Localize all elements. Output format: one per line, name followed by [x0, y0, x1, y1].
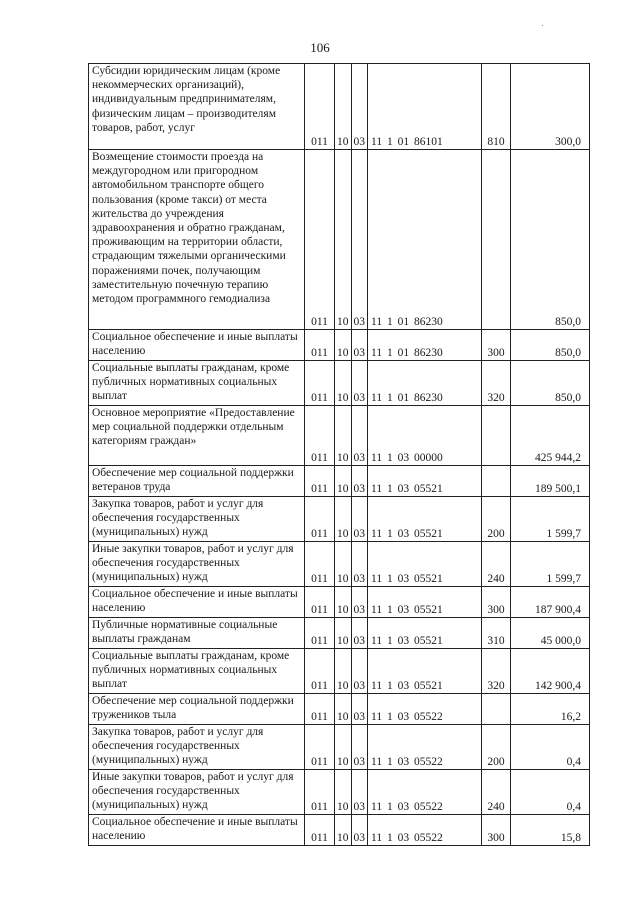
target-article-code: 11 1 03 05521	[368, 466, 482, 497]
section-code: 10	[335, 406, 352, 466]
table-row	[89, 618, 590, 649]
corner-mark: ·	[541, 21, 545, 32]
ministry-code: 011	[305, 466, 335, 497]
section-code: 10	[335, 770, 352, 815]
amount: 189 500,1	[511, 466, 590, 497]
ministry-code: 011	[305, 649, 335, 694]
target-article-code: 11 1 03 05521	[368, 587, 482, 618]
table-row	[89, 497, 590, 542]
section-code: 10	[335, 64, 352, 150]
subsection-code: 03	[351, 361, 368, 406]
row-name: Закупка товаров, работ и услуг для обеспечения государственных (муниципальных) нужд	[89, 725, 305, 770]
amount: 16,2	[511, 694, 590, 725]
amount: 15,8	[511, 815, 590, 846]
table-row	[89, 361, 590, 406]
table-row	[89, 770, 590, 815]
amount: 300,0	[511, 64, 590, 150]
subsection-code: 03	[351, 406, 368, 466]
section-code: 10	[335, 694, 352, 725]
row-name: Социальные выплаты гражданам, кроме публичных нормативных социальных выплат	[89, 361, 305, 406]
expense-type-code: 200	[482, 725, 511, 770]
ministry-code: 011	[305, 618, 335, 649]
expense-type-code: 810	[482, 64, 511, 150]
row-name: Возмещение стоимости проезда на междугородном или пригородном автомобильном транспорте общего пользования (кроме такси) от места жительства до учреждения здравоохранения и обратно гражданам, проживающим на территории области, страдающим тяжелыми органическими поражениями почек, получающим заместительную почечную терапию методом программного гемодиализа	[89, 150, 305, 330]
target-article-code: 11 1 03 05522	[368, 815, 482, 846]
subsection-code: 03	[351, 815, 368, 846]
ministry-code: 011	[305, 694, 335, 725]
section-code: 10	[335, 725, 352, 770]
expense-type-code	[482, 694, 511, 725]
page-number: 106	[310, 40, 330, 55]
row-name: Иные закупки товаров, работ и услуг для обеспечения государственных (муниципальных) нужд	[89, 770, 305, 815]
amount: 1 599,7	[511, 497, 590, 542]
amount: 425 944,2	[511, 406, 590, 466]
section-code: 10	[335, 587, 352, 618]
row-name: Социальное обеспечение и иные выплаты населению	[89, 330, 305, 361]
row-name: Обеспечение мер социальной поддержки ветеранов труда	[89, 466, 305, 497]
expense-type-code: 300	[482, 330, 511, 361]
amount: 45 000,0	[511, 618, 590, 649]
section-code: 10	[335, 361, 352, 406]
section-code: 10	[335, 542, 352, 587]
subsection-code: 03	[351, 649, 368, 694]
expense-type-code: 240	[482, 542, 511, 587]
table-row	[89, 150, 590, 330]
target-article-code: 11 1 01 86230	[368, 150, 482, 330]
amount: 187 900,4	[511, 587, 590, 618]
expense-type-code	[482, 406, 511, 466]
table-row	[89, 64, 590, 150]
expense-type-code: 320	[482, 361, 511, 406]
ministry-code: 011	[305, 542, 335, 587]
table-row	[89, 694, 590, 725]
ministry-code: 011	[305, 330, 335, 361]
target-article-code: 11 1 03 05522	[368, 770, 482, 815]
ministry-code: 011	[305, 406, 335, 466]
subsection-code: 03	[351, 587, 368, 618]
subsection-code: 03	[351, 150, 368, 330]
row-name: Субсидии юридическим лицам (кроме некоммерческих организаций), индивидуальным предпринимателям, физическим лицам – производителям товаров, работ, услуг	[89, 64, 305, 150]
expense-type-code	[482, 150, 511, 330]
row-name: Обеспечение мер социальной поддержки тружеников тыла	[89, 694, 305, 725]
expense-type-code: 240	[482, 770, 511, 815]
expense-type-code: 300	[482, 587, 511, 618]
amount: 0,4	[511, 725, 590, 770]
row-name: Публичные нормативные социальные выплаты гражданам	[89, 618, 305, 649]
ministry-code: 011	[305, 361, 335, 406]
table-row	[89, 725, 590, 770]
expense-type-code: 200	[482, 497, 511, 542]
table-row	[89, 587, 590, 618]
target-article-code: 11 1 03 05522	[368, 694, 482, 725]
subsection-code: 03	[351, 770, 368, 815]
table-row	[89, 815, 590, 846]
amount: 1 599,7	[511, 542, 590, 587]
table-row	[89, 466, 590, 497]
target-article-code: 11 1 01 86101	[368, 64, 482, 150]
target-article-code: 11 1 03 05521	[368, 497, 482, 542]
ministry-code: 011	[305, 725, 335, 770]
section-code: 10	[335, 330, 352, 361]
expense-type-code: 320	[482, 649, 511, 694]
subsection-code: 03	[351, 618, 368, 649]
target-article-code: 11 1 03 00000	[368, 406, 482, 466]
subsection-code: 03	[351, 542, 368, 587]
row-name: Иные закупки товаров, работ и услуг для обеспечения государственных (муниципальных) нужд	[89, 542, 305, 587]
section-code: 10	[335, 815, 352, 846]
table-row	[89, 542, 590, 587]
ministry-code: 011	[305, 64, 335, 150]
section-code: 10	[335, 618, 352, 649]
amount: 850,0	[511, 361, 590, 406]
row-name: Основное мероприятие «Предоставление мер социальной поддержки отдельным категориям граждан»	[89, 406, 305, 466]
target-article-code: 11 1 03 05521	[368, 649, 482, 694]
subsection-code: 03	[351, 64, 368, 150]
row-name: Социальное обеспечение и иные выплаты населению	[89, 815, 305, 846]
target-article-code: 11 1 03 05521	[368, 542, 482, 587]
target-article-code: 11 1 03 05522	[368, 725, 482, 770]
ministry-code: 011	[305, 770, 335, 815]
target-article-code: 11 1 03 05521	[368, 618, 482, 649]
amount: 850,0	[511, 330, 590, 361]
amount: 850,0	[511, 150, 590, 330]
section-code: 10	[335, 150, 352, 330]
subsection-code: 03	[351, 497, 368, 542]
target-article-code: 11 1 01 86230	[368, 361, 482, 406]
section-code: 10	[335, 649, 352, 694]
table-row	[89, 406, 590, 466]
subsection-code: 03	[351, 725, 368, 770]
amount: 142 900,4	[511, 649, 590, 694]
budget-table	[88, 63, 590, 846]
table-row	[89, 330, 590, 361]
ministry-code: 011	[305, 497, 335, 542]
row-name: Социальные выплаты гражданам, кроме публичных нормативных социальных выплат	[89, 649, 305, 694]
target-article-code: 11 1 01 86230	[368, 330, 482, 361]
amount: 0,4	[511, 770, 590, 815]
subsection-code: 03	[351, 466, 368, 497]
ministry-code: 011	[305, 150, 335, 330]
section-code: 10	[335, 466, 352, 497]
row-name: Социальное обеспечение и иные выплаты населению	[89, 587, 305, 618]
expense-type-code: 300	[482, 815, 511, 846]
subsection-code: 03	[351, 694, 368, 725]
ministry-code: 011	[305, 587, 335, 618]
row-name: Закупка товаров, работ и услуг для обеспечения государственных (муниципальных) нужд	[89, 497, 305, 542]
expense-type-code: 310	[482, 618, 511, 649]
section-code: 10	[335, 497, 352, 542]
table-row	[89, 649, 590, 694]
ministry-code: 011	[305, 815, 335, 846]
expense-type-code	[482, 466, 511, 497]
subsection-code: 03	[351, 330, 368, 361]
